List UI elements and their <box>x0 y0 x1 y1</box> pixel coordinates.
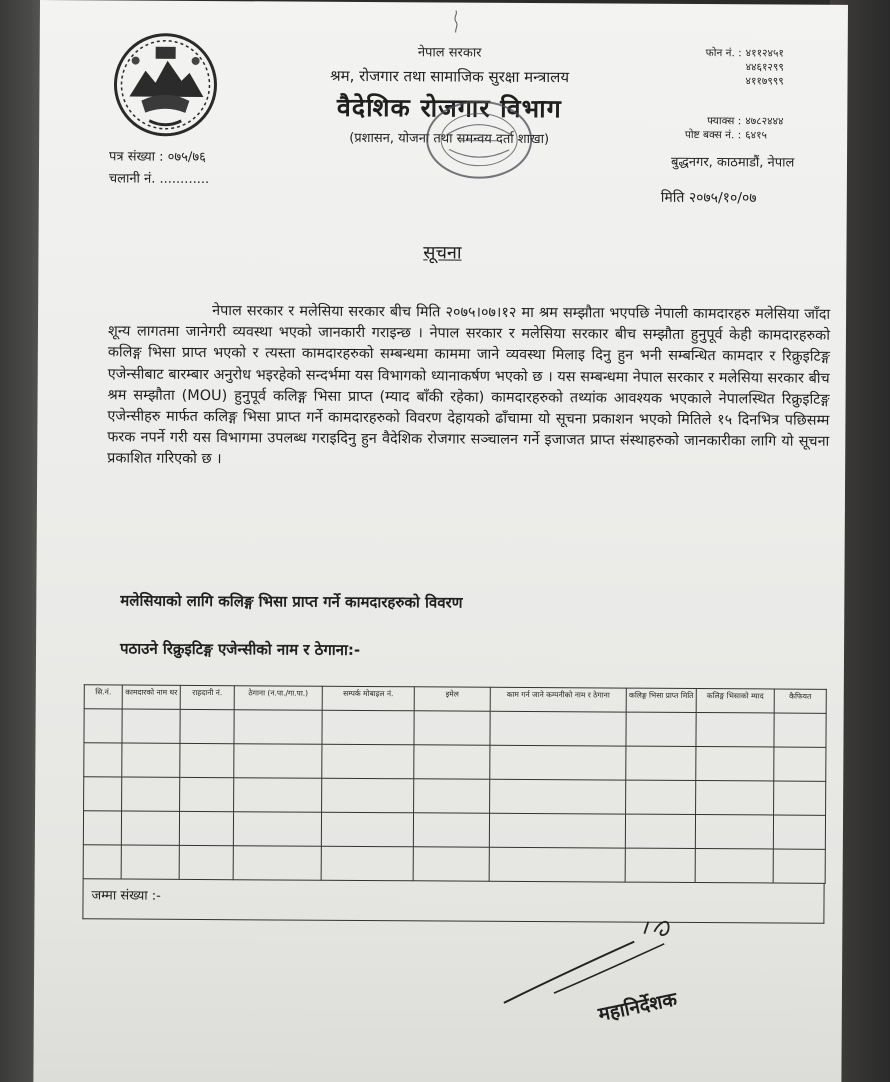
table-row <box>84 743 826 782</box>
phone-number: ४११७९९९ <box>745 75 784 88</box>
ministry-name: श्रम, रोजगार तथा सामाजिक सुरक्षा मन्त्रालय <box>329 66 570 87</box>
letter-reference <box>109 146 209 191</box>
table-cell <box>180 743 234 777</box>
pobox-label: पोष्ट बक्स नं. : <box>684 128 742 142</box>
table-cell <box>233 846 321 881</box>
notice-body: नेपाल सरकार र मलेसिया सरकार बीच मिति २०७५।०७।१२ मा श्रम सम्झौता भएपछि नेपाली कामदारहरु मलेसिया जाँदा शून्य लागतमा जानेगरी व्यवस्था भएको जानकारी गराइन्छ । नेपाल सरकार र मलेसिया सरकार बीच सम्झौता हुनुपूर्व केही कामदारहरुको कलिङ्ग भिसा प्राप्त भएको र त्यस्ता कामदारहरुको सम्बन्धमा काममा जाने व्यवस्था मिलाइ दिनु हुन भनी सम्बन्धित कामदार र रिक्रुइटिङ्ग एजेन्सीबाट बारम्बार अनुरोध भइरहेको सन्दर्भमा यस विभागको ध्यानाकर्षण भएको छ । यस सम्बन्धमा नेपाल सरकार र मलेसिया सरकार बीच श्रम सम्झौता (MOU) हुनुपूर्व कलिङ्ग भिसा प्राप्त (म्याद बाँकी रहेका) कामदारहरुको तथ्यांक आवश्यक भएकाले नेपालस्थित रिक्रुइटिङ्ग एजेन्सीहरु मार्फत कलिङ्ग भिसा प्राप्त गर्ने कामदारहरुको विवरण देहायको ढाँचामा यो सूचना प्रकाशन भएको मितिले १५ दिनभित्र पछिसम्म फरक नपर्ने गरी यस विभागमा उपलब्ध गराइदिनु हुन वैदेशिक रोजगार सञ्चालन गर्ने इजाजत प्राप्त संस्थाहरुको जानकारीका लागि यो सूचना प्रकाशित गरिएको छ । <box>107 303 831 468</box>
letter-number: पत्र संख्या : ०७५/७६ <box>108 149 206 166</box>
table-cell <box>414 745 490 779</box>
table-cell <box>490 711 626 746</box>
phone-label: फोन नं. : <box>705 47 742 60</box>
director-general-title: महानिर्देशक <box>596 988 679 1026</box>
table-cell <box>321 812 413 847</box>
table-cell <box>84 709 122 743</box>
department-name: वैदेशिक रोजगार विभाग <box>336 92 562 124</box>
table-cell <box>180 709 234 743</box>
table-row <box>83 845 825 884</box>
table-cell <box>413 847 489 881</box>
table-cell <box>695 849 773 883</box>
table-cell <box>695 815 773 849</box>
table-cell <box>774 781 826 815</box>
pen-mark <box>450 9 462 35</box>
table-cell <box>234 710 322 745</box>
pobox-number: ६४१५ <box>745 129 768 142</box>
table-cell <box>122 709 180 743</box>
worker-details-form <box>82 684 825 924</box>
column-header: सि.नं. <box>84 685 122 709</box>
worker-details-table <box>83 684 827 884</box>
table-cell <box>413 813 489 847</box>
table-cell <box>626 712 696 746</box>
column-header: कलिङ्ग भिसा प्राप्त मिति <box>626 688 696 712</box>
dispatch-number: चलानी नं. ............ <box>108 171 210 188</box>
table-row <box>84 709 826 748</box>
table-cell <box>122 743 180 777</box>
table-cell <box>179 845 233 879</box>
notice-title: सूचना <box>423 242 462 264</box>
table-cell <box>234 778 322 813</box>
recruiting-agency-heading: पठाउने रिक्रुइटिङ्ग एजेन्सीको नाम र ठेगाना:- <box>119 639 361 659</box>
malaysia-worker-details-heading: मलेसियाको लागि कलिङ्ग भिसा प्राप्त गर्ने कामदारहरुको विवरण <box>120 591 463 612</box>
table-cell <box>773 815 825 849</box>
table-cell <box>180 777 234 811</box>
contact-info <box>679 46 840 143</box>
table-cell <box>234 744 322 779</box>
table-cell <box>179 811 233 845</box>
column-header: कामदारको नाम थर <box>122 685 180 709</box>
letter-date: मिति २०७५/१०/०७ <box>660 189 757 207</box>
table-cell <box>322 710 414 745</box>
column-header: राहदानी नं. <box>180 685 234 709</box>
office-address: बुद्धनगर, काठमाडौं, नेपाल <box>670 154 795 171</box>
table-row <box>84 777 826 816</box>
fax-label: फ्याक्स : <box>707 115 742 128</box>
column-header: काम गर्न जाने कम्पनीको नाम र ठेगाना <box>490 687 626 712</box>
table-cell <box>626 780 696 814</box>
section-name: (प्रशासन, योजना तथा समन्वय दर्ता शाखा) <box>349 130 550 148</box>
table-cell <box>774 747 826 781</box>
table-cell <box>490 745 626 780</box>
phone-number: ४४६१२९९ <box>745 61 784 74</box>
table-cell <box>414 779 490 813</box>
table-cell <box>489 847 625 882</box>
table-cell <box>696 713 774 747</box>
table-cell <box>121 845 179 879</box>
column-header: ठेगाना (न.पा./गा.पा.) <box>234 686 322 711</box>
phone-number: ४११२४५१ <box>745 47 784 60</box>
table-cell <box>321 846 413 881</box>
table-cell <box>774 713 826 747</box>
column-header: कैफियत <box>774 689 826 713</box>
fax-number: ४७८२४४४ <box>745 115 784 128</box>
table-cell <box>414 711 490 745</box>
column-header: इमेल <box>414 687 490 711</box>
government-name: नेपाल सरकार <box>417 45 482 61</box>
table-cell <box>322 744 414 779</box>
table-row <box>83 811 825 850</box>
department-seal-stamp <box>419 94 540 185</box>
table-cell <box>121 811 179 845</box>
table-cell <box>83 811 121 845</box>
table-cell <box>696 747 774 781</box>
table-cell <box>83 845 121 879</box>
notice-document <box>33 0 848 1082</box>
column-header: सम्पर्क मोबाइल नं. <box>322 686 414 711</box>
table-cell <box>696 781 774 815</box>
table-cell <box>625 814 695 848</box>
table-cell <box>773 849 825 883</box>
table-cell <box>625 848 695 882</box>
table-cell <box>84 743 122 777</box>
table-cell <box>122 777 180 811</box>
column-header: कलिङ्ग भिसाको म्याद <box>696 689 774 713</box>
table-cell <box>626 746 696 780</box>
table-cell <box>490 779 626 814</box>
table-cell <box>84 777 122 811</box>
nepal-coat-of-arms-emblem <box>111 30 220 139</box>
table-cell <box>322 778 414 813</box>
total-count-label: जम्मा संख्या :- <box>91 888 161 904</box>
table-cell <box>233 812 321 847</box>
table-cell <box>489 813 625 848</box>
